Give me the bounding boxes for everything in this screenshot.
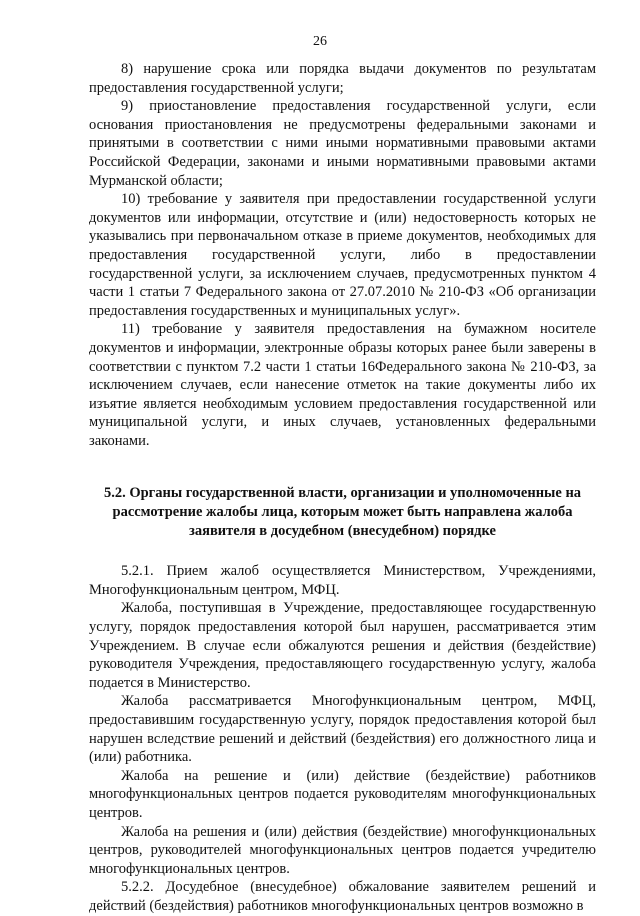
paragraph-complaint-mfc: Жалоба рассматривается Многофункциональным центром, МФЦ, предоставившим государственную услугу, порядок предоставления которой был нарушен вследствие решений и действий (бездействия) его должностного лица и (или) работника. [89, 693, 596, 766]
section-heading-line: заявителя в досудебном (внесудебном) порядке [189, 522, 496, 539]
page-content [89, 60, 596, 916]
paragraph-5-2-2: 5.2.2. Досудебное (внесудебное) обжалование заявителем решений и действий (бездействия) работников многофункциональных центров возможно в [89, 879, 596, 914]
list-item-8: 8) нарушение срока или порядка выдачи документов по результатам предоставления государственной услуги; [89, 61, 596, 96]
list-item-9: 9) приостановление предоставления государственной услуги, если основания приостановления не предусмотрены федеральными законами и принятыми в соответствии с ними иными нормативными правовыми актами Российской Федерации, законами и иными нормативными правовыми актами Мурманской области; [89, 98, 596, 189]
section-heading-line: рассмотрение жалобы лица, которым может быть направлена жалоба [112, 504, 573, 521]
paragraph-complaint-mfc-heads: Жалоба на решения и (или) действия (бездействие) многофункциональных центров, руководителей многофункциональных центров подается учредителю многофункциональных центров. [89, 823, 596, 877]
list-item-10: 10) требование у заявителя при предоставлении государственной услуги документов или информации, отсутствие и (или) недостоверность которых не указывались при первоначальном отказе в приеме документов, необходимых для предоставления государственной услуги, либо в предоставлении государственной услуги, за исключением случаев, предусмотренных пунктом 4 части 1 статьи 7 Федерального закона от 27.07.2010 № 210-ФЗ «Об организации предоставления государственных и муниципальных услуг». [89, 191, 596, 319]
page-number: 26 [313, 34, 327, 49]
paragraph-complaint-institution: Жалоба, поступившая в Учреждение, предоставляющее государственную услугу, порядок предоставления которой был нарушен, рассматривается этим Учреждением. В случае если обжалуются решения и действия (бездействие) руководителя Учреждения, предоставляющего государственную услугу, жалоба подается в Министерство. [89, 600, 596, 691]
section-heading-line: 5.2. Органы государственной власти, организации и уполномоченные на [103, 485, 582, 502]
list-item-11: 11) требование у заявителя предоставления на бумажном носителе документов и информации, электронные образы которых ранее были заверены в соответствии с пунктом 7.2 части 1 статьи 16Федерального закона № 210-ФЗ, за исключением случаев, если нанесение отметок на такие документы либо их изъятие является необходимым условием предоставления государственной или муниципальной услуги, и иных случаев, установленных федеральными законами. [89, 321, 596, 449]
section-heading [89, 484, 596, 540]
paragraph-complaint-mfc-workers: Жалоба на решение и (или) действие (бездействие) работников многофункциональных центров подается руководителям многофункциональных центров. [89, 767, 596, 821]
paragraph-5-2-1: 5.2.1. Прием жалоб осуществляется Министерством, Учреждениями, Многофункциональным центром, МФЦ. [89, 563, 596, 598]
